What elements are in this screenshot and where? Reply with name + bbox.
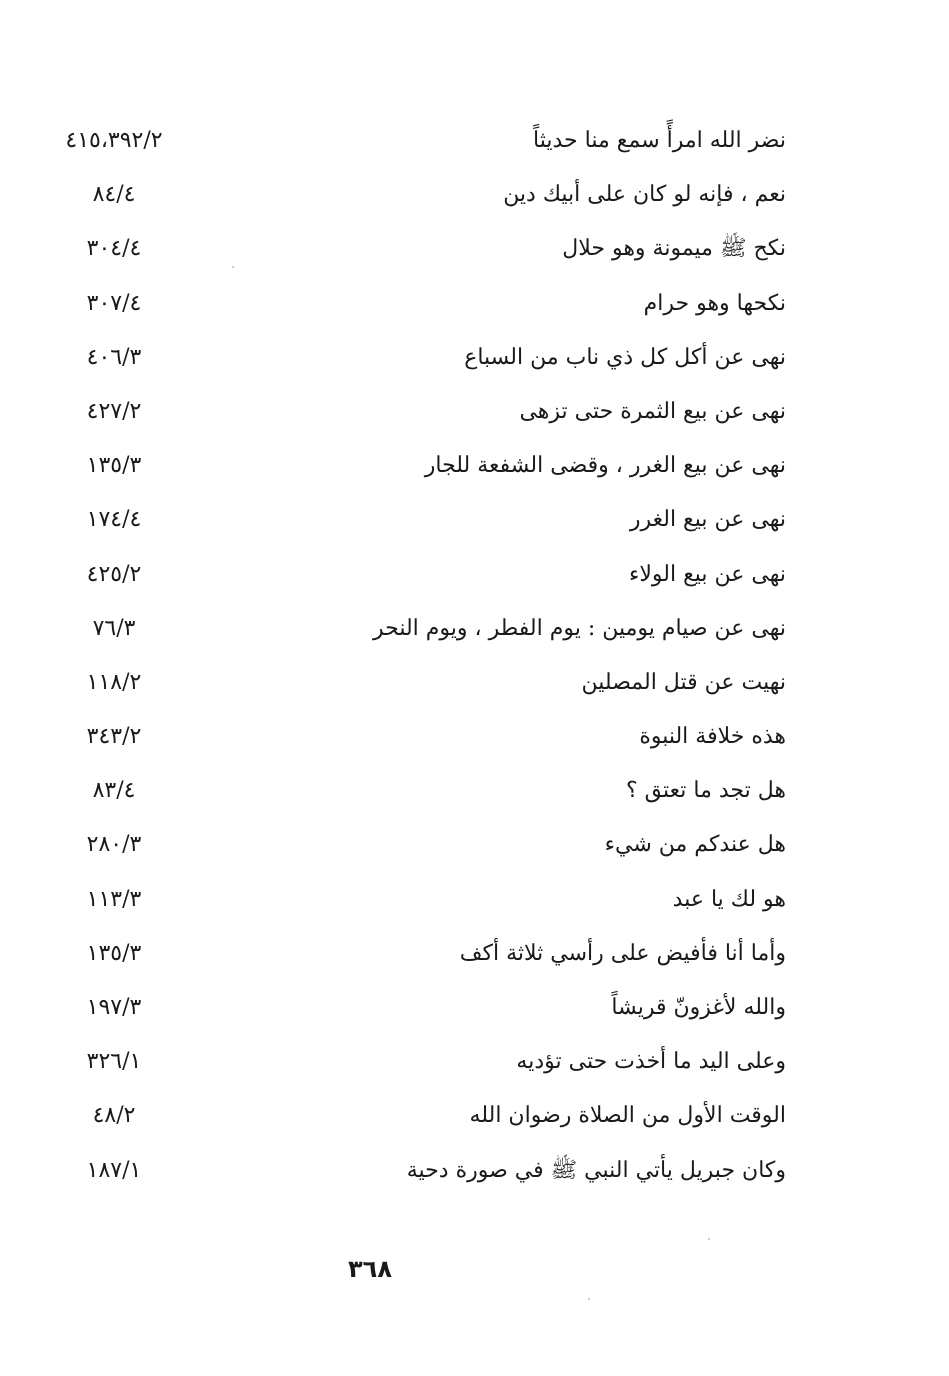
volume-page-reference: ٣٠٧/٤ (86, 290, 142, 316)
hadith-text: نكحها وهو حرام (643, 290, 786, 316)
hadith-text: هو لك يا عبد (672, 886, 786, 912)
list-item (40, 279, 800, 333)
hadith-text: نهى عن بيع الثمرة حتى تزهى (519, 398, 786, 424)
hadith-text: نهيت عن قتل المصلين (581, 669, 786, 695)
scan-speck (588, 1298, 590, 1300)
hadith-text: نهى عن بيع الغرر (629, 507, 786, 533)
list-item (40, 766, 800, 820)
list-item (40, 658, 800, 712)
volume-page-reference: ٧٦/٣ (92, 615, 136, 641)
volume-page-reference: ١٣٥/٣ (86, 940, 142, 966)
hadith-index-list (40, 116, 800, 1200)
list-item (40, 875, 800, 929)
list-item (40, 495, 800, 549)
list-item (40, 1037, 800, 1091)
list-item (40, 820, 800, 874)
hadith-text: وكان جبريل يأتي النبي ﷺ في صورة دحية (406, 1157, 786, 1183)
hadith-text: هل عندكم من شيء (604, 832, 786, 858)
list-item (40, 224, 800, 278)
volume-page-reference: ٣٢٦/١ (86, 1049, 142, 1075)
volume-page-reference: ٤١٥،٣٩٢/٢ (65, 128, 163, 153)
list-item (40, 116, 800, 170)
page-number: ٣٦٨ (348, 1255, 392, 1283)
volume-page-reference: ١٩٧/٣ (86, 995, 142, 1020)
hadith-text: هل تجد ما تعتق ؟ (626, 778, 786, 804)
volume-page-reference: ٤٠٦/٣ (86, 344, 142, 370)
list-item (40, 604, 800, 658)
hadith-text: نكح ﷺ ميمونة وهو حلال (562, 236, 786, 262)
list-item (40, 170, 800, 224)
hadith-text: نضر الله امرأً سمع منا حديثاً (533, 128, 786, 153)
hadith-text: نهى عن بيع الغرر ، وقضى الشفعة للجار (424, 453, 786, 479)
volume-page-reference: ١١٣/٣ (86, 886, 142, 912)
scan-speck (232, 266, 234, 268)
list-item (40, 441, 800, 495)
list-item (40, 712, 800, 766)
list-item (40, 550, 800, 604)
list-item (40, 983, 800, 1037)
volume-page-reference: ١١٨/٢ (86, 669, 142, 695)
volume-page-reference: ٣٠٤/٤ (86, 236, 142, 262)
hadith-text: وعلى اليد ما أخذت حتى تؤديه (516, 1049, 786, 1075)
volume-page-reference: ٤٨/٢ (92, 1103, 136, 1129)
scan-speck (708, 1238, 710, 1240)
volume-page-reference: ٤٢٧/٢ (86, 398, 142, 424)
hadith-text: نهى عن بيع الولاء (629, 561, 786, 587)
hadith-text: نهى عن صيام يومين : يوم الفطر ، ويوم النحر (373, 615, 786, 641)
volume-page-reference: ٨٤/٤ (92, 182, 136, 208)
volume-page-reference: ٤٢٥/٢ (86, 561, 142, 587)
hadith-text: والله لأغزونّ قريشاً (611, 995, 786, 1020)
volume-page-reference: ٣٤٣/٢ (86, 724, 142, 750)
volume-page-reference: ١٧٤/٤ (86, 507, 142, 533)
hadith-text: نعم ، فإنه لو كان على أبيك دين (503, 182, 786, 208)
volume-page-reference: ١٣٥/٣ (86, 453, 142, 479)
list-item (40, 1091, 800, 1145)
list-item (40, 333, 800, 387)
list-item (40, 929, 800, 983)
volume-page-reference: ١٨٧/١ (86, 1157, 142, 1183)
volume-page-reference: ٢٨٠/٣ (86, 832, 142, 858)
hadith-text: نهى عن أكل كل ذي ناب من السباع (464, 344, 786, 370)
volume-page-reference: ٨٣/٤ (92, 778, 136, 804)
hadith-text: هذه خلافة النبوة (639, 724, 786, 750)
hadith-text: وأما أنا فأفيض على رأسي ثلاثة أكف (459, 940, 786, 966)
hadith-text: الوقت الأول من الصلاة رضوان الله (469, 1103, 786, 1129)
list-item (40, 387, 800, 441)
list-item (40, 1146, 800, 1200)
